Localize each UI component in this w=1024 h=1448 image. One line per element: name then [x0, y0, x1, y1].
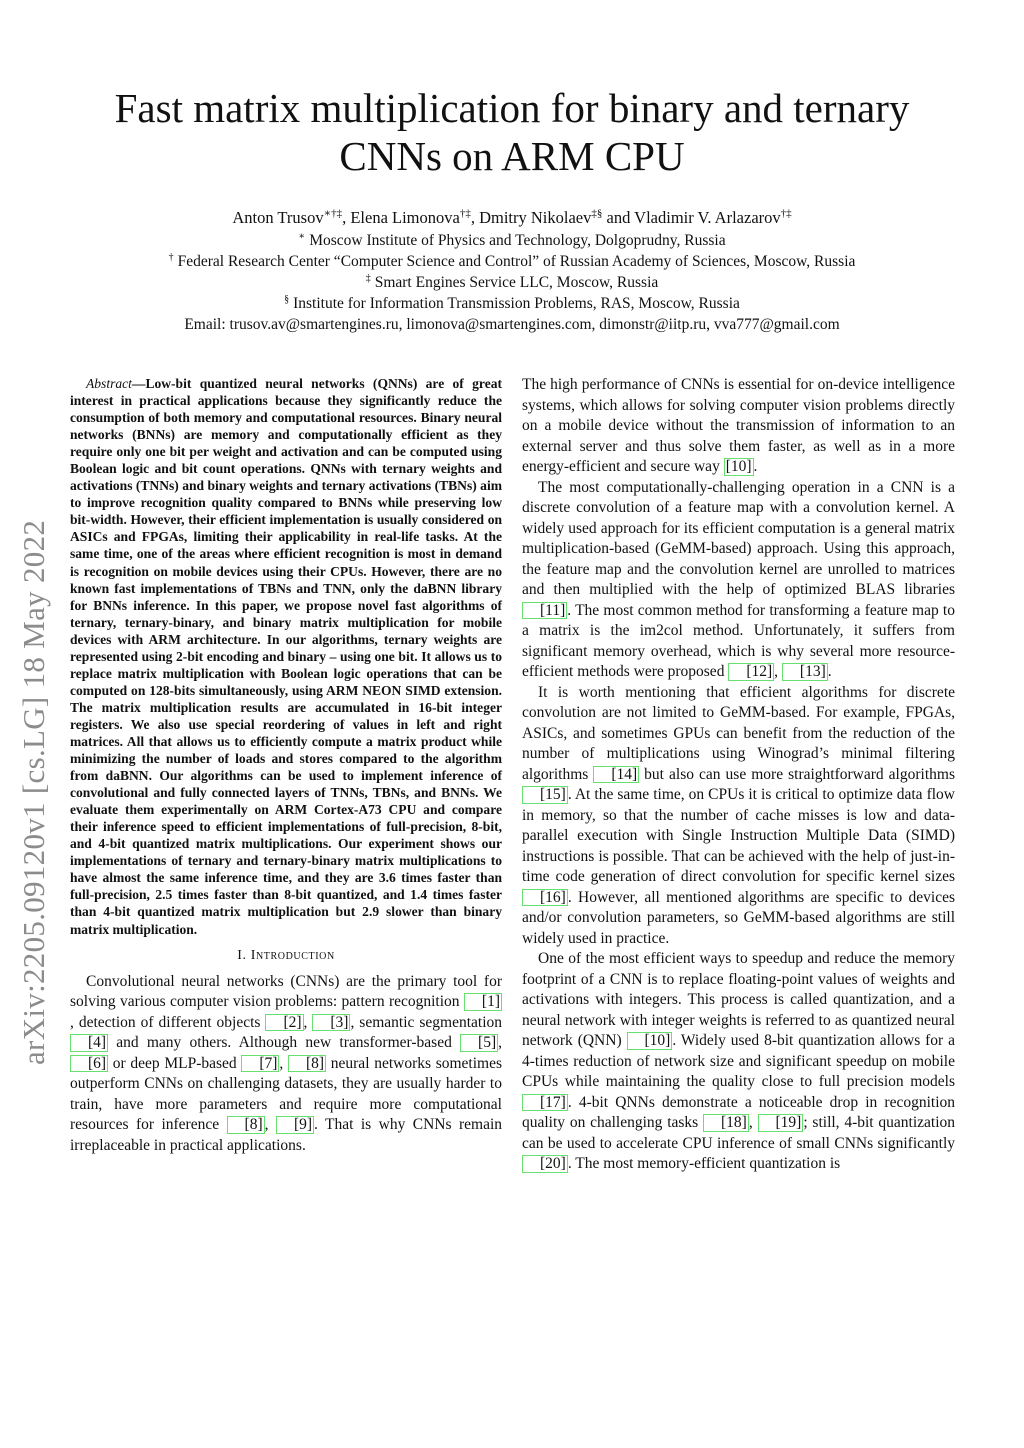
author-name: Vladimir V. Arlazarov: [634, 208, 781, 227]
affiliation-text: Institute for Information Transmission Problems, RAS, Moscow, Russia: [293, 295, 740, 312]
text-run: ,: [303, 1013, 313, 1031]
affiliation-mark: ‡: [365, 272, 371, 284]
abstract: [70, 375, 502, 938]
affiliation: [60, 251, 964, 272]
section-heading: [70, 946, 502, 966]
author-list: Anton Trusov∗†‡, Elena Limonova†‡, Dmitry Nikolaev‡§ and Vladimir V. Arlazarov†‡: [232, 207, 792, 227]
text-run: . 4-bit QNNs demonstrate a noticeable drop in recognition quality on challenging tasks: [522, 1093, 955, 1131]
citation-link[interactable]: [14]: [593, 766, 639, 784]
affiliation-text: Smart Engines Service LLC, Moscow, Russia: [374, 274, 659, 291]
text-run: ,: [279, 1054, 288, 1072]
text-run: ; still, 4-bit quantization can be used to accelerate CPU inference of small CNNs significantly: [522, 1114, 956, 1152]
author-conjunction: and: [606, 208, 631, 227]
affiliation: [60, 230, 964, 251]
citation-link[interactable]: [1]: [464, 993, 502, 1011]
arxiv-identifier: arXiv:2205.09120v1 [cs.LG] 18 May 2022: [16, 519, 51, 1065]
text-run: .: [753, 458, 758, 475]
affiliation-mark: ∗: [298, 230, 306, 242]
citation-link[interactable]: [13]: [782, 663, 828, 681]
body-paragraph: [522, 478, 955, 683]
text-run: . The most common method for transforming a feature map to a matrix is the im2col method. Unfortunately, it suffers from significant memory overhead, which is why several more resource-efficient methods were proposed: [522, 601, 955, 680]
text-run: , detection of different objects: [70, 1013, 266, 1031]
author-affil-mark: †‡: [459, 207, 471, 220]
author-affil-mark: ∗†‡: [323, 207, 343, 220]
body-paragraph: [522, 683, 955, 950]
affiliation-list: [60, 230, 964, 335]
citation-link[interactable]: [7]: [241, 1055, 279, 1073]
text-run: . That is why CNNs remain irreplaceable in practical applications.: [70, 1116, 502, 1154]
author-name: Dmitry Nikolaev: [479, 208, 592, 227]
citation-link[interactable]: [9]: [276, 1116, 314, 1134]
text-run: . The most memory-efficient quantization is: [567, 1155, 841, 1172]
citation-link[interactable]: [2]: [265, 1014, 303, 1032]
text-run: ,: [498, 1034, 502, 1052]
text-run: ,: [264, 1116, 276, 1134]
text-run: . However, all mentioned algorithms are specific to devices and/or convolution parameters, so GeMM-based algorithms are still widely used in practice.: [522, 888, 955, 947]
citation-link[interactable]: [20]: [522, 1155, 568, 1173]
affiliation: [60, 272, 964, 293]
abstract-text: Low-bit quantized neural networks (QNNs) are of great interest in practical applications because they significantly reduce the consumption of both memory and computational resources. Binary neural networks (BNNs) are memory and computationally efficient as they require only one bit per weight and activation and can be computed using Boolean logic and bit count operations. QNNs with ternary weights and activations (TNNs) and binary weights and ternary activations (TBNs) aim to improve recognition quality compared to BNNs while preserving low bit-width. However, their efficient implementation is usually considered on ASICs and FPGAs, limiting their applicability in real-life tasks. At the same time, one of the areas where efficient recognition is most in demand is recognition on mobile devices using their CPUs. However, there are no known fast implementations of TBNs and TNN, only the daBNN library for BNNs inference. In this paper, we propose novel fast algorithms of ternary, ternary-binary, and binary matrix multiplication for mobile devices with ARM architecture. In our algorithms, ternary weights are represented using 2-bit encoding and binary – using one bit. It allows us to replace matrix multiplication with Boolean logic operations that can be computed on 128-bits simultaneously, using ARM NEON SIMD extension. The matrix multiplication results are accumulated in 16-bit integer registers. We also use special reordering of values in left and right matrices. All that allows us to efficiently compute a matrix product while minimizing the number of loads and stores compared to the algorithm from daBNN. Our algorithms can be used to implement inference of convolutional and fully connected layers of TNNs, TBNs, and BNNs. We evaluate them experimentally on ARM Cortex-A73 CPU and compare their inference speed to efficient implementations of full-precision, 8-bit, and 4-bit quantized matrix multiplications. Our experiment shows our implementations of ternary and ternary-binary matrix multiplications to have almost the same inference time, and they are 3.6 times faster than full-precision, 2.5 times faster than 8-bit quantized, and 1.4 times faster than 4-bit quantized matrix multiplication but 2.9 slower than binary matrix multiplication.: [70, 376, 502, 937]
body-paragraph: [522, 949, 955, 1175]
author-affil-mark: ‡§: [591, 207, 603, 220]
contact-emails: Email: trusov.av@smartengines.ru, limonova@smartengines.com, dimonstr@iitp.ru, vva777@gmail.com: [184, 316, 840, 333]
author-name: Anton Trusov: [232, 208, 324, 227]
abstract-dash: —: [131, 376, 146, 391]
left-column: [70, 375, 502, 1156]
section-title: Introduction: [250, 947, 335, 963]
text-run: or deep MLP-based: [108, 1054, 242, 1072]
text-run: .: [827, 663, 832, 680]
text-run: The most computationally-challenging operation in a CNN is a discrete convolution of a feature map with a convolution kernel. A widely used approach for its efficient computation is a general matrix multiplication-based (GeMM-based) approach. Using this approach, the feature map and the convolution kernel are unrolled to matrices and then multiplied with the help of optimized BLAS libraries: [522, 478, 955, 598]
text-run: It is worth mentioning that efficient algorithms for discrete convolution are not limited to GeMM-based. For example, FPGAs, ASICs, and sometimes GPUs can benefit from the reduction of the number of multiplications using Winograd’s minimal filtering algorithms: [522, 683, 955, 783]
citation-link[interactable]: [18]: [703, 1114, 749, 1132]
citation-link[interactable]: [6]: [70, 1055, 108, 1073]
citation-link[interactable]: [10]: [725, 458, 752, 475]
affiliation-text: Federal Research Center “Computer Science and Control” of Russian Academy of Sciences, Moscow, Russia: [177, 253, 856, 270]
citation-link[interactable]: [19]: [758, 1114, 804, 1132]
intro-paragraph: [70, 972, 502, 1157]
text-run: ,: [748, 1114, 758, 1131]
text-run: Convolutional neural networks (CNNs) are the primary tool for solving various computer vision problems: pattern recognition: [70, 972, 502, 1011]
author-name: Elena Limonova: [350, 208, 460, 227]
text-run: but also can use more straightforward algorithms: [639, 765, 955, 783]
citation-link[interactable]: [12]: [728, 663, 774, 681]
body-paragraph: [522, 375, 955, 478]
citation-link[interactable]: [4]: [70, 1034, 108, 1052]
affiliation-text: Moscow Institute of Physics and Technology, Dolgoprudny, Russia: [309, 232, 726, 249]
citation-link[interactable]: [5]: [460, 1034, 498, 1052]
text-run: One of the most efficient ways to speedup and reduce the memory footprint of a CNN is to replace floating-point values of weights and activations with integers. This process is called quantization, and a neural network with integer weights is referred to as quantized neural network (QNN): [522, 950, 955, 1049]
text-run: , semantic segmentation: [350, 1013, 503, 1031]
citation-link[interactable]: [8]: [288, 1055, 326, 1073]
section-number: I.: [237, 947, 247, 963]
text-run: neural networks sometimes outperform CNNs on challenging datasets, they are usually harder to train, have more parameters and require more computational resources for inference: [70, 1054, 503, 1134]
text-run: and many others. Although new transformer-based: [108, 1034, 461, 1052]
citation-link[interactable]: [10]: [627, 1032, 673, 1050]
text-run: . Widely used 8-bit quantization allows for a 4-times reduction of network size and significant speedup on mobile CPUs while maintaining the quality close to full precision models: [522, 1032, 955, 1090]
affiliation: [60, 293, 964, 314]
citation-link[interactable]: [11]: [522, 602, 567, 620]
paper-title: Fast matrix multiplication for binary and ternary CNNs on ARM CPU: [114, 85, 910, 179]
right-column: [522, 375, 955, 1175]
text-run: . At the same time, on CPUs it is critical to optimize data flow in memory, so that the number of cache misses is low and data-parallel execution with Single Instruction Multiple Data (SIMD) instructions is possible. That can be achieved with the help of just-in-time code generation of direct convolution for specific kernel sizes: [522, 786, 955, 885]
text-run: The high performance of CNNs is essential for on-device intelligence systems, which allows for solving computer vision problems directly on a mobile device without the transmission of information to an external server and thus solve them faster, as well as in a more energy-efficient and secure way: [522, 376, 955, 475]
text-run: ,: [774, 663, 782, 680]
citation-link[interactable]: [3]: [312, 1014, 350, 1032]
abstract-label: Abstract: [86, 376, 132, 391]
citation-link[interactable]: [17]: [522, 1094, 568, 1112]
affiliation-mark: †: [168, 251, 174, 263]
citation-link[interactable]: [8]: [227, 1116, 265, 1134]
citation-link[interactable]: [16]: [522, 889, 568, 907]
citation-link[interactable]: [15]: [522, 786, 568, 804]
affiliation-mark: §: [284, 293, 290, 305]
author-affil-mark: †‡: [780, 207, 792, 220]
